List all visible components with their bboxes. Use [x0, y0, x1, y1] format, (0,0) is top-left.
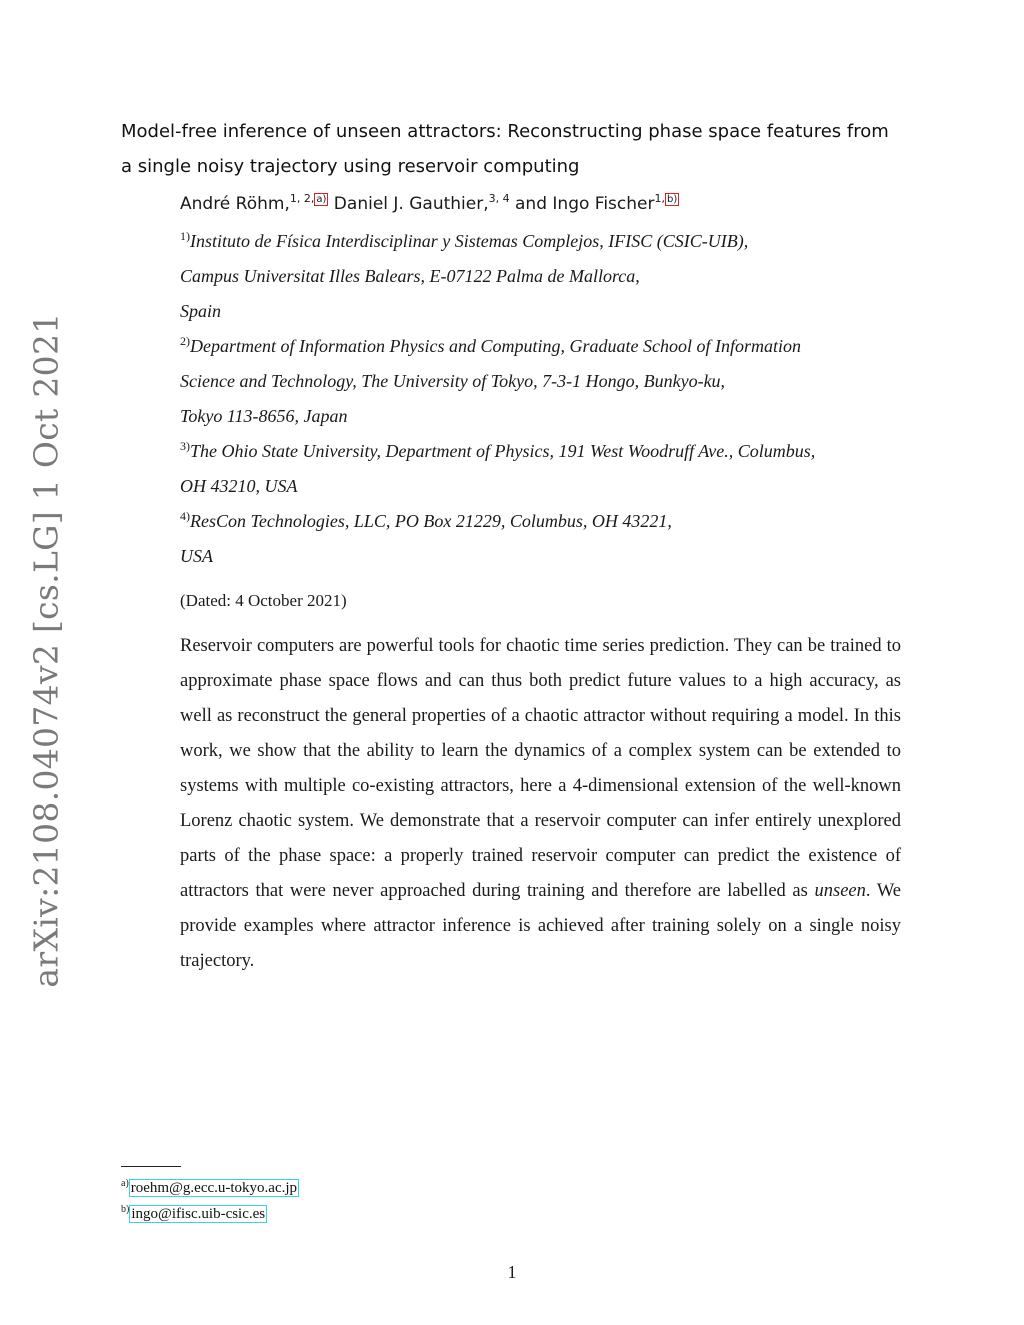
affiliation-text: Campus Universitat Illes Balears, E-07122 Palma de Mallorca,	[180, 266, 640, 286]
affiliation-line	[180, 436, 910, 471]
affiliation-number: 1)	[180, 229, 190, 243]
affiliation-text: Spain	[180, 301, 222, 321]
affiliation-line	[180, 261, 910, 296]
author-name: Daniel J. Gauthier,	[328, 194, 489, 214]
email-link-fischer[interactable]: ingo@ifisc.uib-csic.es	[131, 1206, 266, 1222]
affiliation-text: OH 43210, USA	[180, 476, 298, 496]
abstract-text: Reservoir computers are powerful tools for chaotic time series prediction. They can be trained to approximate phase space flows and can thus both predict future values to a high accuracy, as well as reconstruct the general properties of a chaotic attractor without requiring a model. In this work, we show that the ability to learn the dynamics of a complex system can be extended to systems with multiple co-existing attractors, here a 4-dimensional extension of the well-known Lorenz chaotic system. We demonstrate that a reservoir computer can infer entirely unexplored parts of the phase space: a properly trained reservoir computer can predict the existence of attractors that were never approached during training and therefore are labelled as	[180, 636, 901, 901]
affiliation-line	[180, 541, 910, 576]
abstract-emphasis: unseen	[814, 881, 866, 901]
affiliation-text: Science and Technology, The University of Tokyo, 7-3-1 Hongo, Bunkyo-ku,	[180, 371, 726, 391]
arxiv-identifier-stamp: arXiv:2108.04074v2 [cs.LG] 1 Oct 2021	[26, 312, 66, 988]
affiliation-number: 3)	[180, 439, 190, 453]
footnote-mark: a)	[121, 1178, 129, 1189]
affiliation-number: 4)	[180, 509, 190, 523]
email-link-roehm[interactable]: roehm@g.ecc.u-tokyo.ac.jp	[130, 1180, 298, 1196]
abstract-text-end: . We provide examples where attractor inference is achieved after training solely on a single noisy trajectory.	[180, 881, 902, 971]
affiliation-text: Department of Information Physics and Computing, Graduate School of Information	[190, 336, 801, 356]
affiliation-text: ResCon Technologies, LLC, PO Box 21229, Columbus, OH 43221,	[190, 511, 672, 531]
affiliation-line	[180, 331, 910, 366]
footnote-rule	[121, 1166, 181, 1167]
footnote-b	[121, 1204, 267, 1224]
author-name: André Röhm,	[180, 194, 290, 214]
author-note-link-a[interactable]: a)	[316, 194, 327, 205]
affiliation-line	[180, 226, 910, 261]
affiliation-line	[180, 471, 910, 506]
author-affiliation-marks: 1,	[654, 192, 665, 205]
affiliation-line	[180, 366, 910, 401]
affiliation-list	[180, 226, 910, 576]
affiliation-line	[180, 401, 910, 436]
paper-title: Model-free inference of unseen attractors: Reconstructing phase space features from a single noisy trajectory using reservoir computing	[121, 121, 889, 177]
footnote-mark: b)	[121, 1204, 130, 1215]
affiliation-text: USA	[180, 546, 213, 566]
affiliation-line	[180, 506, 910, 541]
dated-line: (Dated: 4 October 2021)	[180, 591, 347, 610]
author-name: and Ingo Fischer	[509, 194, 655, 214]
affiliation-text: The Ohio State University, Department of Physics, 191 West Woodruff Ave., Columbus,	[190, 441, 816, 461]
author-note-link-b[interactable]: b)	[666, 194, 678, 205]
page-number: 1	[507, 1262, 517, 1282]
abstract	[180, 629, 901, 979]
author-list	[180, 192, 679, 216]
affiliation-number: 2)	[180, 334, 190, 348]
affiliation-text: Instituto de Física Interdisciplinar y Sistemas Complejos, IFISC (CSIC-UIB),	[190, 231, 749, 251]
author-affiliation-marks: 1, 2,	[289, 192, 315, 205]
footnote-a	[121, 1178, 299, 1198]
affiliation-line	[180, 296, 910, 331]
affiliation-text: Tokyo 113-8656, Japan	[180, 406, 348, 426]
author-affiliation-marks: 3, 4	[488, 192, 510, 205]
